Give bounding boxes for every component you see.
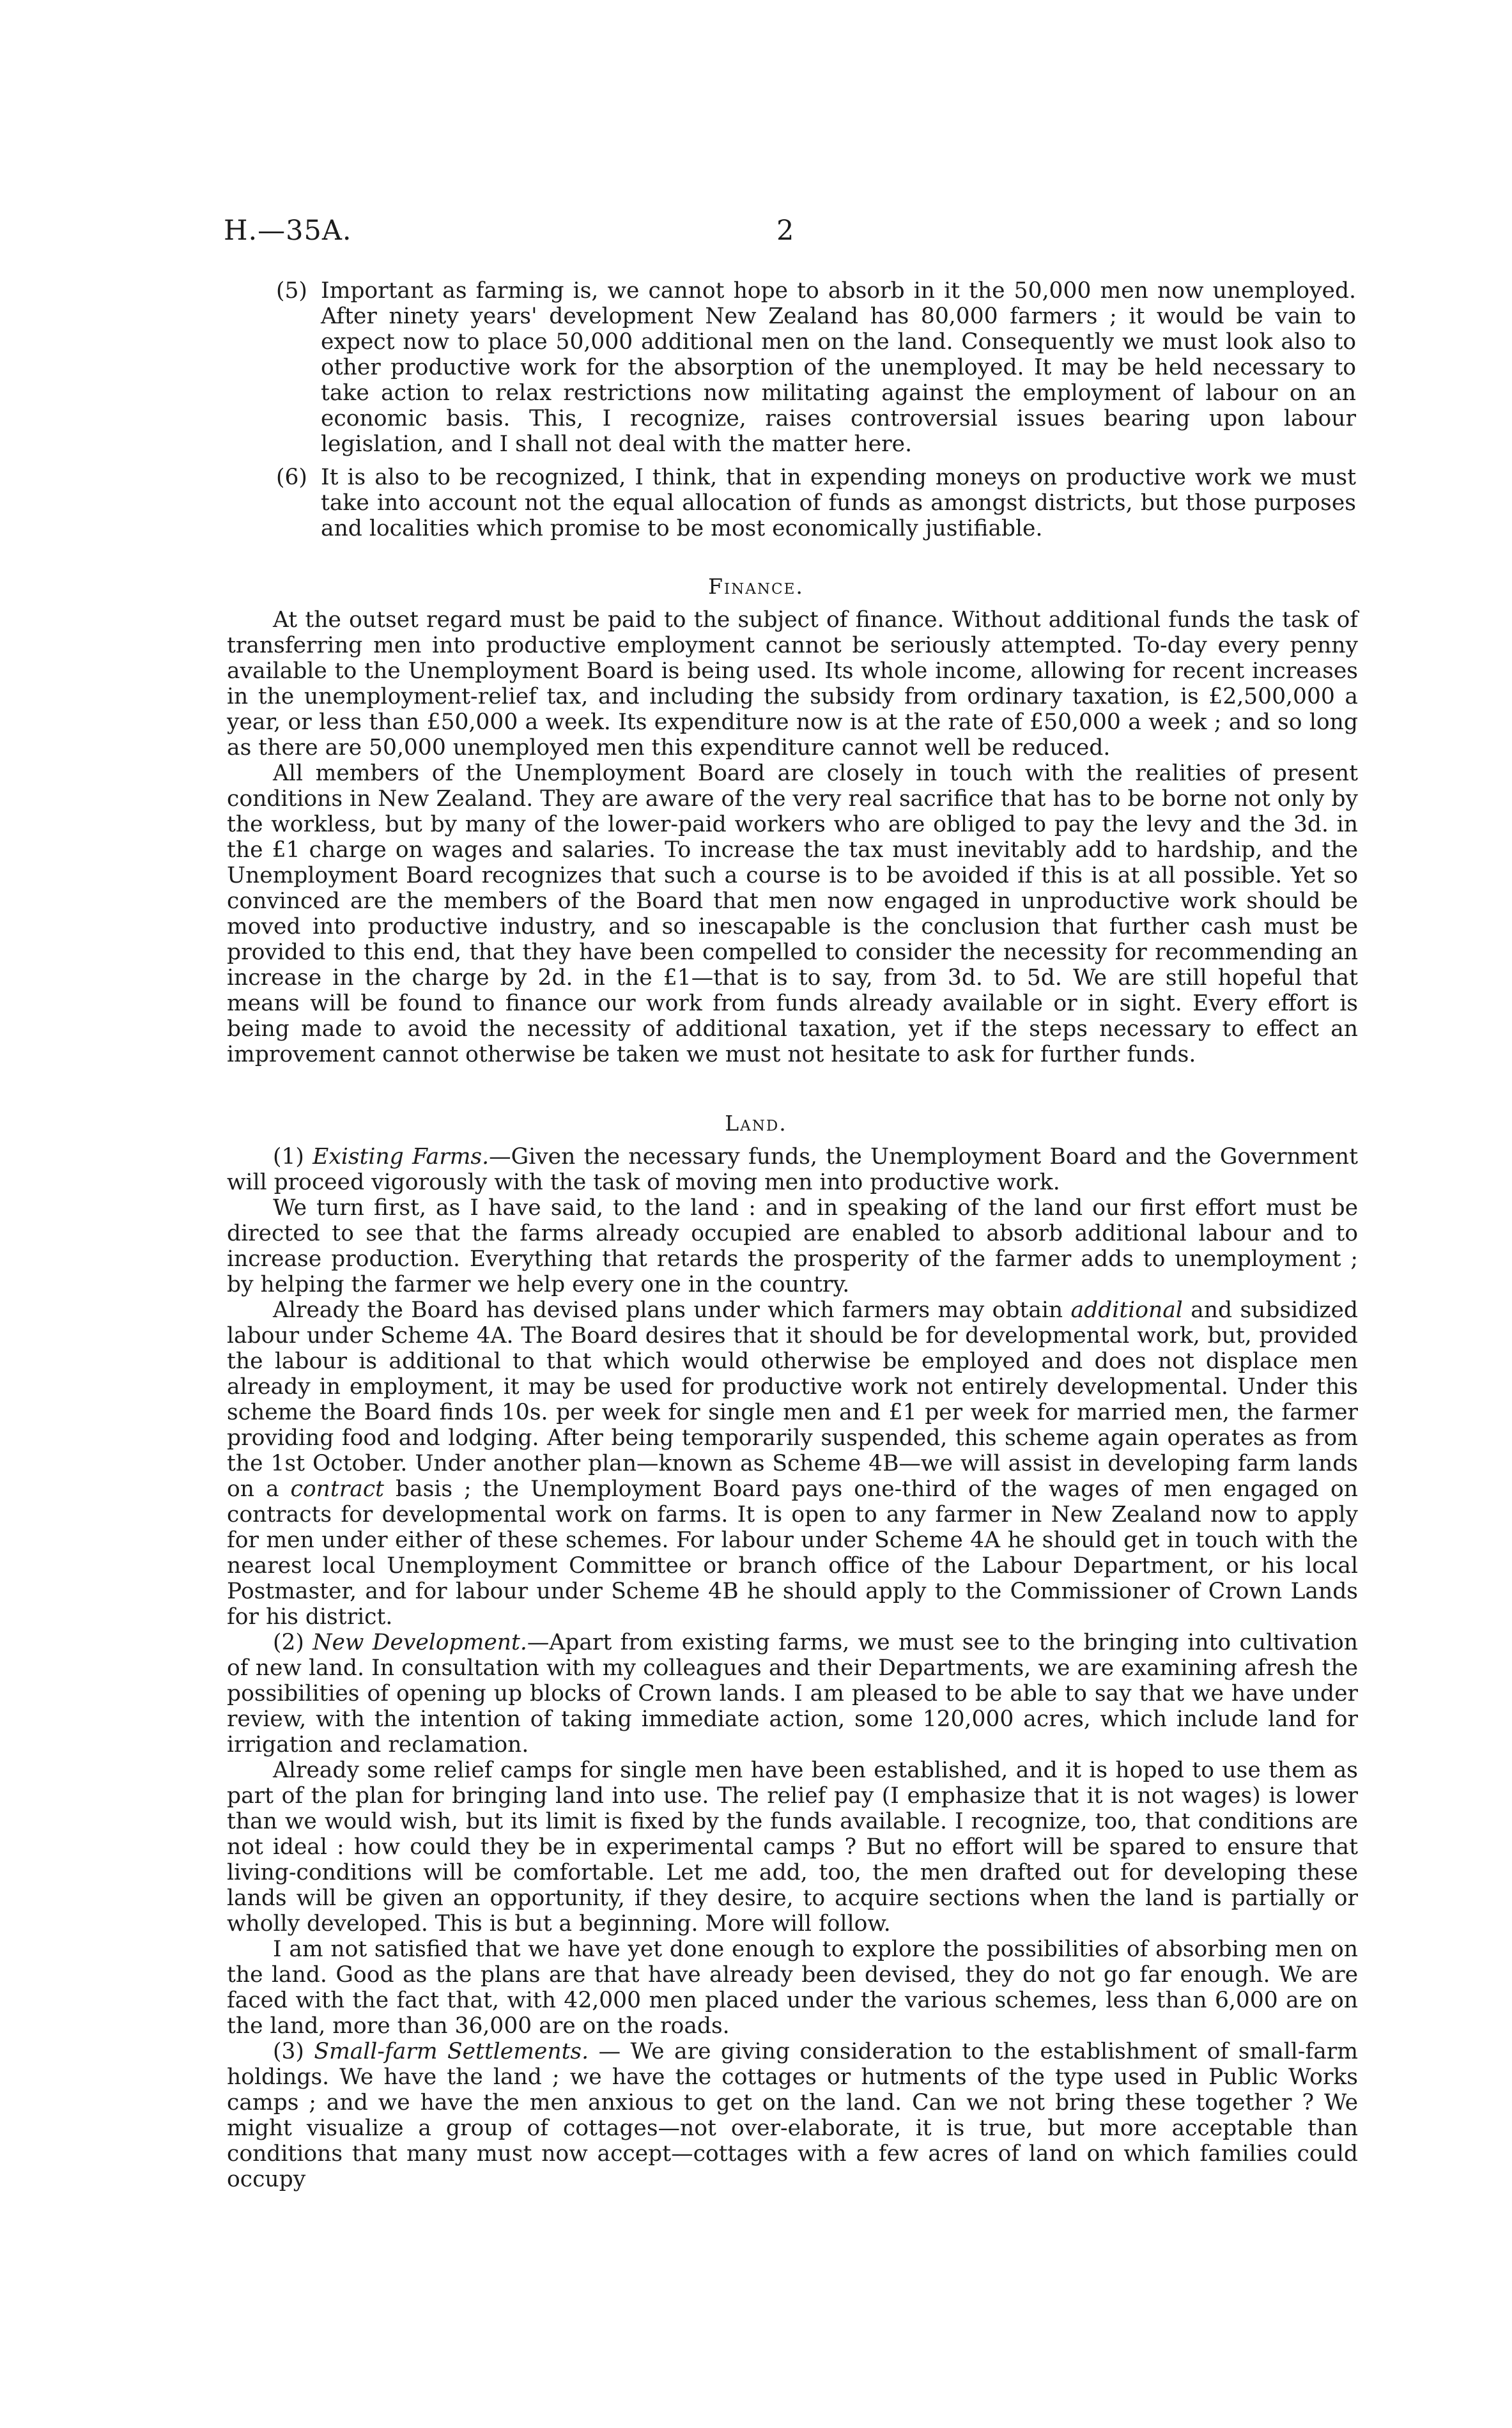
list-item-number: (6) xyxy=(276,465,307,490)
subsection-text: — We are giving consideration to the establishment of small-farm holdings. We have the land ; we have the cottages or hutments of the type used in Public Works camps ; and we have the men anxious to get on the land. Can we not bring these together ? We might visualize a group of cottages—not over-elaborate, it is true, but more acceptable than conditions that many must now accept—cottages with a few acres of land on which families could occupy xyxy=(227,2039,1358,2192)
list-item xyxy=(276,278,1356,457)
paragraph: Already the Board has devised plans under which farmers may obtain additional and subsidized labour under Scheme 4A. The Board desires that it should be for developmental work, but, provided the labour is additional to that which would otherwise be employed and does not displace men already in employment, it may be used for productive work not entirely developmental. Under this scheme the Board finds 10s. per week for single men and £1 per week for married men, the farmer providing food and lodging. After being temporarily suspended, this scheme again operates as from the 1st October. Under another plan—known as Scheme 4B—we will assist in developing farm lands on a contract basis ; the Unemployment Board pays one-third of the wages of men engaged on contracts for developmental work on farms. It is open to any farmer in New Zealand now to apply for men under either of these schemes. For labour under Scheme 4A he should get in touch with the nearest local Unemployment Committee or branch office of the Labour Department, or his local Postmaster, and for labour under Scheme 4B he should apply to the Commissioner of Crown Lands for his district. xyxy=(227,1297,1358,1630)
list-item-number: (5) xyxy=(276,278,307,304)
paragraph: At the outset regard must be paid to the subject of finance. Without additional funds the task of transferring men into productive employment cannot be seriously attempted. To-day every penny available to the Unemployment Board is being used. Its whole income, allowing for recent increases in the unemployment-relief tax, and including the subsidy from ordinary taxation, is £2,500,000 a year, or less than £50,000 a week. Its expenditure now is at the rate of £50,000 a week ; and so long as there are 50,000 unemployed men this expenditure cannot well be reduced. xyxy=(227,607,1358,761)
subsection-text: —Given the necessary funds, the Unemployment Board and the Government will proceed vigorously with the task of moving men into productive work. xyxy=(227,1144,1359,1195)
section-heading-finance: Finance. xyxy=(708,574,804,599)
paragraph xyxy=(227,1630,1358,1758)
list-item-text: It is also to be recognized, I think, that in expending moneys on productive work we must take into account not the equal allocation of funds as amongst districts, but those purposes and localities which promise to be most economically justifiable. xyxy=(321,465,1356,541)
paragraph: I am not satisfied that we have yet done enough to explore the possibilities of absorbing men on the land. Good as the plans are that have already been devised, they do not go far enough. We are faced with the fact that, with 42,000 men placed under the various schemes, less than 6,000 are on the land, more than 36,000 are on the roads. xyxy=(227,1937,1358,2039)
list-item-text: Important as farming is, we cannot hope to absorb in it the 50,000 men now unemployed. After ninety years' development New Zealand has 80,000 farmers ; it would be vain to expect now to place 50,000 additional men on the land. Consequently we must look also to other productive work for the absorption of the unemployed. It may be held necessary to take action to relax restrictions now militating against the employment of labour on an economic basis. This, I recognize, raises controversial issues bearing upon labour legislation, and I shall not deal with the matter here. xyxy=(321,278,1356,457)
section-heading-land: Land. xyxy=(725,1111,787,1136)
subsection-text: —Apart from existing farms, we must see to the bringing into cultivation of new land. In consultation with my colleagues and their Departments, we are examining afresh the possibilities of opening up blocks of Crown lands. I am pleased to be able to say that we have under review, with the intention of taking immediate action, some 120,000 acres, which include land for irrigation and reclamation. xyxy=(227,1630,1358,1758)
paragraph: All members of the Unemployment Board are closely in touch with the realities of present conditions in New Zealand. They are aware of the very real sacrifice that has to be borne not only by the workless, but by many of the lower-paid workers who are obliged to pay the levy and the 3d. in the £1 charge on wages and salaries. To increase the tax must inevitably add to hardship, and the Unemployment Board recognizes that such a course is to be avoided if this is at all possible. Yet so convinced are the members of the Board that men now engaged in unproductive work should be moved into productive industry, and so inescapable is the conclusion that further cash must be provided to this end, that they have been compelled to consider the necessity for recommending an increase in the charge by 2d. in the £1—that is to say, from 3d. to 5d. We are still hopeful that means will be found to finance our work from funds already available or in sight. Every effort is being made to avoid the necessity of additional taxation, yet if the steps necessary to effect an improvement cannot otherwise be taken we must not hesitate to ask for further funds. xyxy=(227,761,1358,1067)
subsection-number: (2) xyxy=(273,1630,304,1655)
paragraph xyxy=(227,2039,1358,2192)
paragraph: We turn first, as I have said, to the land : and in speaking of the land our first effort must be directed to see that the farms already occupied are enabled to absorb additional labour and to increase production. Everything that retards the prosperity of the farmer adds to unemployment ; by helping the farmer we help every one in the country. xyxy=(227,1195,1358,1297)
list-item xyxy=(276,465,1356,541)
paragraph: Already some relief camps for single men have been established, and it is hoped to use them as part of the plan for bringing land into use. The relief pay (I emphasize that it is not wages) is lower than we would wish, but its limit is fixed by the funds available. I recognize, too, that conditions are not ideal : how could they be in experimental camps ? But no effort will be spared to ensure that living-conditions will be comfortable. Let me add, too, the men drafted out for developing these lands will be given an opportunity, if they desire, to acquire sections when the land is partially or wholly developed. This is but a beginning. More will follow. xyxy=(227,1758,1358,1937)
finance-section xyxy=(227,607,1358,1067)
subsection-number: (3) xyxy=(273,2039,304,2064)
document-reference: H.—35A. xyxy=(224,215,352,247)
paragraph xyxy=(227,1144,1358,1195)
subsection-title: New Development. xyxy=(312,1630,527,1655)
page-number: 2 xyxy=(776,215,795,247)
subsection-title: Existing Farms. xyxy=(312,1144,490,1170)
subsection-number: (1) xyxy=(273,1144,304,1170)
land-section xyxy=(227,1144,1358,2192)
subsection-title: Small-farm Settlements. xyxy=(314,2039,589,2064)
